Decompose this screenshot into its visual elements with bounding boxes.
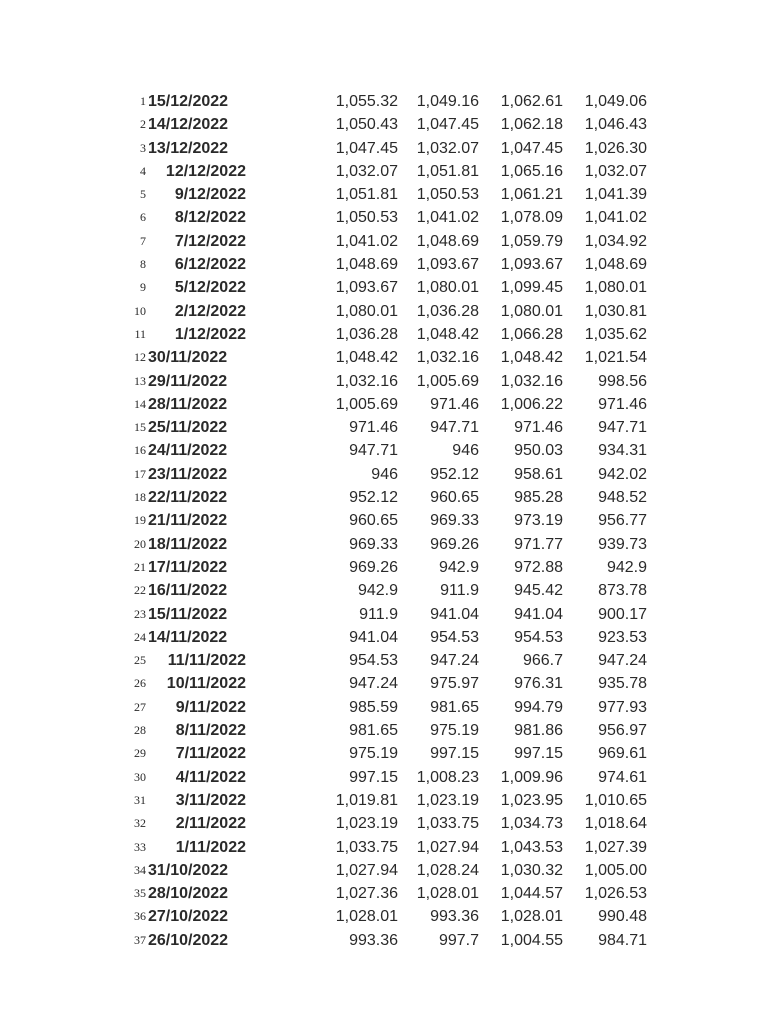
- value-cell: 960.65: [349, 512, 398, 530]
- value-cell: 1,005.69: [416, 372, 479, 390]
- value-cell: 1,043.53: [500, 838, 563, 856]
- table-row: [0, 90, 768, 113]
- value-cell: 1,028.01: [335, 908, 398, 926]
- value-cell: 993.36: [430, 908, 479, 926]
- date-cell: 3/11/2022: [175, 791, 246, 809]
- date-cell: 7/11/2022: [175, 745, 246, 763]
- row-number: 20: [134, 536, 146, 551]
- value-cell: 1,005.00: [584, 861, 647, 879]
- value-cell: 1,080.01: [584, 279, 647, 297]
- value-cell: 911.9: [440, 582, 479, 600]
- value-cell: 1,041.02: [416, 209, 479, 227]
- value-cell: 941.04: [430, 605, 479, 623]
- date-cell: 6/12/2022: [174, 256, 246, 274]
- value-cell: 1,023.19: [416, 791, 479, 809]
- value-cell: 972.88: [514, 558, 563, 576]
- value-cell: 1,041.39: [584, 186, 647, 204]
- row-number: 5: [140, 187, 146, 202]
- table-row: [0, 789, 768, 812]
- table-row: [0, 766, 768, 789]
- value-cell: 1,078.09: [500, 209, 563, 227]
- value-cell: 1,023.95: [500, 791, 563, 809]
- value-cell: 1,008.23: [416, 768, 479, 786]
- value-cell: 1,093.67: [500, 256, 563, 274]
- table-row: [0, 905, 768, 928]
- value-cell: 974.61: [598, 768, 647, 786]
- value-cell: 958.61: [514, 465, 563, 483]
- date-cell: 14/11/2022: [148, 628, 228, 646]
- table-row: [0, 836, 768, 859]
- value-cell: 1,093.67: [335, 279, 398, 297]
- value-cell: 1,028.01: [416, 885, 479, 903]
- value-cell: 976.31: [514, 675, 563, 693]
- value-cell: 942.9: [357, 582, 398, 600]
- row-number: 12: [134, 350, 146, 365]
- value-cell: 1,033.75: [416, 815, 479, 833]
- table-row: [0, 276, 768, 299]
- date-cell: 10/11/2022: [166, 675, 246, 693]
- table-row: [0, 509, 768, 532]
- date-cell: 14/12/2022: [148, 116, 229, 134]
- value-cell: 1,048.42: [416, 325, 479, 343]
- date-cell: 27/10/2022: [148, 908, 229, 926]
- table-row: [0, 346, 768, 369]
- value-cell: 947.71: [349, 442, 398, 460]
- table-row: [0, 370, 768, 393]
- value-cell: 923.53: [598, 628, 647, 646]
- value-cell: 984.71: [598, 931, 647, 949]
- value-cell: 1,050.53: [416, 186, 479, 204]
- value-cell: 1,004.55: [500, 931, 563, 949]
- date-cell: 28/10/2022: [148, 885, 229, 903]
- table-row: [0, 579, 768, 602]
- table-row: [0, 439, 768, 462]
- value-cell: 1,049.06: [584, 93, 647, 110]
- value-cell: 947.71: [598, 419, 647, 437]
- table-row: [0, 206, 768, 229]
- value-cell: 971.46: [349, 419, 398, 437]
- value-cell: 975.97: [430, 675, 479, 693]
- table-row: [0, 416, 768, 439]
- value-cell: 950.03: [514, 442, 563, 460]
- value-cell: 1,030.81: [584, 302, 647, 320]
- row-number: 23: [134, 606, 146, 621]
- value-cell: 1,049.16: [416, 93, 479, 110]
- value-cell: 994.79: [514, 698, 563, 716]
- value-cell: 942.02: [598, 465, 647, 483]
- date-cell: 9/12/2022: [174, 186, 246, 204]
- value-cell: 1,032.07: [584, 162, 647, 180]
- row-number: 11: [134, 326, 146, 341]
- value-cell: 1,051.81: [416, 162, 479, 180]
- value-cell: 946: [452, 442, 479, 460]
- value-cell: 911.9: [359, 605, 398, 623]
- row-number: 4: [140, 163, 146, 178]
- date-cell: 31/10/2022: [148, 861, 229, 879]
- row-number: 31: [134, 792, 146, 807]
- value-cell: 1,026.53: [584, 885, 647, 903]
- value-cell: 1,018.64: [584, 815, 647, 833]
- date-cell: 22/11/2022: [148, 489, 228, 507]
- value-cell: 990.48: [598, 908, 647, 926]
- value-cell: 1,027.94: [416, 838, 479, 856]
- date-cell: 7/12/2022: [174, 232, 246, 250]
- value-cell: 1,062.61: [500, 93, 563, 110]
- value-cell: 1,032.07: [416, 139, 479, 157]
- row-number: 17: [134, 466, 146, 481]
- row-number: 34: [134, 862, 146, 877]
- table-row: [0, 603, 768, 626]
- value-cell: 1,050.43: [335, 116, 398, 134]
- value-cell: 1,055.32: [335, 93, 398, 110]
- date-cell: 26/10/2022: [148, 931, 229, 949]
- value-cell: 947.71: [430, 419, 479, 437]
- row-number: 13: [134, 373, 146, 388]
- date-cell: 5/12/2022: [174, 279, 246, 297]
- table-row: [0, 393, 768, 416]
- value-cell: 952.12: [430, 465, 479, 483]
- table-row: [0, 719, 768, 742]
- value-cell: 935.78: [598, 675, 647, 693]
- date-cell: 25/11/2022: [148, 419, 228, 437]
- table-row: [0, 160, 768, 183]
- row-number: 24: [134, 629, 146, 644]
- value-cell: 954.53: [514, 628, 563, 646]
- row-number: 15: [134, 420, 146, 435]
- value-cell: 1,050.53: [335, 209, 398, 227]
- value-cell: 1,048.69: [335, 256, 398, 274]
- date-cell: 21/11/2022: [148, 512, 228, 530]
- row-number: 10: [134, 303, 146, 318]
- value-cell: 1,041.02: [584, 209, 647, 227]
- value-cell: 954.53: [430, 628, 479, 646]
- value-cell: 998.56: [598, 372, 647, 390]
- value-cell: 960.65: [430, 489, 479, 507]
- row-number: 19: [134, 513, 146, 528]
- value-cell: 1,093.67: [416, 256, 479, 274]
- value-cell: 1,032.16: [335, 372, 398, 390]
- date-cell: 11/11/2022: [167, 652, 246, 670]
- row-number: 33: [134, 839, 146, 854]
- value-cell: 1,047.45: [416, 116, 479, 134]
- value-cell: 1,027.36: [335, 885, 398, 903]
- value-cell: 1,010.65: [584, 791, 647, 809]
- row-number: 32: [134, 816, 146, 831]
- value-cell: 1,019.81: [335, 791, 398, 809]
- value-cell: 1,034.73: [500, 815, 563, 833]
- date-cell: 17/11/2022: [148, 558, 228, 576]
- table-row: [0, 556, 768, 579]
- date-cell: 1/12/2022: [174, 325, 246, 343]
- table-row: [0, 463, 768, 486]
- value-cell: 1,048.42: [335, 349, 398, 367]
- row-number: 8: [140, 257, 146, 272]
- table-row: [0, 929, 768, 952]
- row-number: 36: [134, 909, 146, 924]
- value-cell: 975.19: [349, 745, 398, 763]
- value-cell: 975.19: [430, 722, 479, 740]
- row-number: 37: [134, 932, 146, 947]
- value-cell: 946: [371, 465, 398, 483]
- value-cell: 1,080.01: [416, 279, 479, 297]
- date-cell: 2/12/2022: [174, 302, 246, 320]
- value-cell: 969.26: [430, 535, 479, 553]
- value-cell: 1,048.69: [584, 256, 647, 274]
- row-number: 35: [134, 886, 146, 901]
- value-cell: 1,046.43: [584, 116, 647, 134]
- value-cell: 1,047.45: [500, 139, 563, 157]
- row-number: 6: [140, 210, 146, 225]
- row-number: 1: [140, 94, 146, 108]
- row-number: 25: [134, 653, 146, 668]
- value-cell: 971.46: [598, 395, 647, 413]
- value-cell: 993.36: [349, 931, 398, 949]
- value-cell: 969.61: [598, 745, 647, 763]
- table-row: [0, 113, 768, 136]
- value-cell: 1,035.62: [584, 325, 647, 343]
- value-cell: 1,006.22: [500, 395, 563, 413]
- date-cell: 12/12/2022: [165, 162, 246, 180]
- value-cell: 981.65: [430, 698, 479, 716]
- table-row: [0, 672, 768, 695]
- value-cell: 1,059.79: [500, 232, 563, 250]
- value-cell: 969.26: [349, 558, 398, 576]
- value-cell: 1,027.39: [584, 838, 647, 856]
- row-number: 7: [140, 233, 146, 248]
- table-row: [0, 649, 768, 672]
- date-cell: 1/11/2022: [175, 838, 246, 856]
- table-row: [0, 882, 768, 905]
- value-cell: 945.42: [514, 582, 563, 600]
- row-number: 29: [134, 746, 146, 761]
- value-cell: 1,062.18: [500, 116, 563, 134]
- value-cell: 1,030.32: [500, 861, 563, 879]
- date-cell: 16/11/2022: [148, 582, 228, 600]
- value-cell: 942.9: [606, 558, 647, 576]
- row-number: 30: [134, 769, 146, 784]
- value-cell: 971.77: [514, 535, 563, 553]
- date-cell: 24/11/2022: [148, 442, 228, 460]
- value-cell: 947.24: [430, 652, 479, 670]
- table-row: [0, 533, 768, 556]
- value-cell: 1,099.45: [500, 279, 563, 297]
- date-cell: 15/11/2022: [148, 605, 228, 623]
- table-row: [0, 859, 768, 882]
- date-cell: 9/11/2022: [175, 698, 246, 716]
- value-cell: 941.04: [349, 628, 398, 646]
- value-cell: 1,005.69: [335, 395, 398, 413]
- row-number: 14: [134, 396, 146, 411]
- row-number: 26: [134, 676, 146, 691]
- value-cell: 1,023.19: [335, 815, 398, 833]
- value-cell: 1,033.75: [335, 838, 398, 856]
- value-cell: 997.15: [514, 745, 563, 763]
- value-cell: 873.78: [598, 582, 647, 600]
- value-cell: 971.46: [430, 395, 479, 413]
- table-row: [0, 812, 768, 835]
- value-cell: 981.65: [349, 722, 398, 740]
- row-number: 18: [134, 490, 146, 505]
- value-cell: 942.9: [438, 558, 479, 576]
- value-cell: 1,051.81: [335, 186, 398, 204]
- value-cell: 997.15: [349, 768, 398, 786]
- row-number: 28: [134, 723, 146, 738]
- value-cell: 985.28: [514, 489, 563, 507]
- date-cell: 29/11/2022: [148, 372, 228, 390]
- value-cell: 941.04: [514, 605, 563, 623]
- value-cell: 952.12: [349, 489, 398, 507]
- value-cell: 1,026.30: [584, 139, 647, 157]
- table-row: [0, 626, 768, 649]
- value-cell: 1,066.28: [500, 325, 563, 343]
- table-row: [0, 742, 768, 765]
- value-cell: 997.15: [430, 745, 479, 763]
- date-cell: 13/12/2022: [148, 139, 229, 157]
- date-cell: 8/12/2022: [174, 209, 246, 227]
- row-number: 22: [134, 583, 146, 598]
- value-cell: 973.19: [514, 512, 563, 530]
- value-cell: 1,065.16: [500, 162, 563, 180]
- value-cell: 969.33: [349, 535, 398, 553]
- value-cell: 977.93: [598, 698, 647, 716]
- date-cell: 8/11/2022: [175, 722, 246, 740]
- value-cell: 1,080.01: [335, 302, 398, 320]
- value-cell: 971.46: [514, 419, 563, 437]
- date-cell: 15/12/2022: [148, 93, 229, 110]
- value-cell: 966.7: [522, 652, 563, 670]
- value-cell: 1,009.96: [500, 768, 563, 786]
- value-cell: 997.7: [438, 931, 479, 949]
- value-cell: 1,028.01: [500, 908, 563, 926]
- row-number: 2: [140, 117, 146, 132]
- value-cell: 956.97: [598, 722, 647, 740]
- value-cell: 1,027.94: [335, 861, 398, 879]
- date-cell: 18/11/2022: [148, 535, 228, 553]
- table-row: [0, 323, 768, 346]
- date-cell: 30/11/2022: [148, 349, 228, 367]
- table-row: [0, 137, 768, 160]
- row-number: 27: [134, 699, 146, 714]
- value-cell: 1,080.01: [500, 302, 563, 320]
- value-cell: 1,044.57: [500, 885, 563, 903]
- value-cell: 1,032.16: [416, 349, 479, 367]
- value-cell: 1,047.45: [335, 139, 398, 157]
- value-cell: 954.53: [349, 652, 398, 670]
- value-cell: 947.24: [349, 675, 398, 693]
- value-cell: 969.33: [430, 512, 479, 530]
- value-cell: 1,021.54: [584, 349, 647, 367]
- row-number: 16: [134, 443, 146, 458]
- value-cell: 1,032.07: [335, 162, 398, 180]
- value-cell: 1,036.28: [416, 302, 479, 320]
- value-cell: 956.77: [598, 512, 647, 530]
- table-row: [0, 230, 768, 253]
- value-cell: 947.24: [598, 652, 647, 670]
- date-cell: 2/11/2022: [175, 815, 246, 833]
- value-cell: 1,036.28: [335, 325, 398, 343]
- value-cell: 1,034.92: [584, 232, 647, 250]
- value-cell: 1,032.16: [500, 372, 563, 390]
- value-cell: 1,041.02: [335, 232, 398, 250]
- date-cell: 23/11/2022: [148, 465, 228, 483]
- table-row: [0, 183, 768, 206]
- value-cell: 939.73: [598, 535, 647, 553]
- value-cell: 981.86: [514, 722, 563, 740]
- table-row: [0, 253, 768, 276]
- date-cell: 28/11/2022: [148, 395, 228, 413]
- row-number: 21: [134, 559, 146, 574]
- value-cell: 1,048.42: [500, 349, 563, 367]
- value-cell: 900.17: [598, 605, 647, 623]
- value-cell: 1,061.21: [500, 186, 563, 204]
- row-number: 3: [140, 140, 146, 155]
- value-cell: 1,048.69: [416, 232, 479, 250]
- table-row: [0, 696, 768, 719]
- value-cell: 1,028.24: [416, 861, 479, 879]
- price-table: [0, 90, 768, 952]
- value-cell: 948.52: [598, 489, 647, 507]
- table-row: [0, 300, 768, 323]
- table-row: [0, 486, 768, 509]
- row-number: 9: [140, 280, 146, 295]
- value-cell: 934.31: [598, 442, 647, 460]
- date-cell: 4/11/2022: [175, 768, 246, 786]
- value-cell: 985.59: [349, 698, 398, 716]
